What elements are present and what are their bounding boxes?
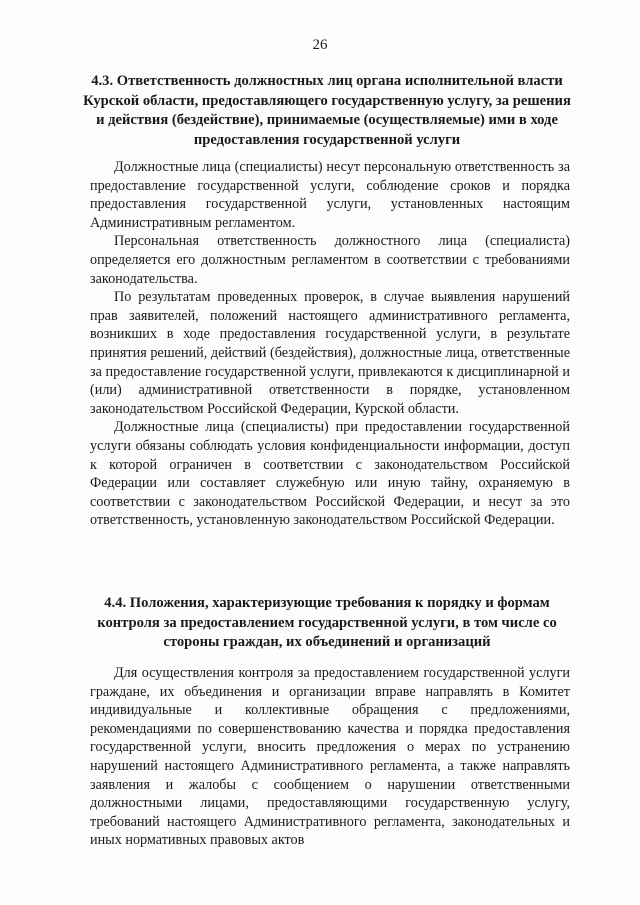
paragraph: По результатам проведенных проверок, в случае выявления нарушений прав заявителей, положений настоящего административного регламента, возникших в ходе предоставления государственной услуги, в результате принятия решений, действий (бездействия), должностные лица, ответственные за предоставление государственной услуги, привлекаются к дисциплинарной и (или) административной ответственности в порядке, установленном законодательством Российской Федерации, Курской области. xyxy=(90,289,570,417)
section-4-3-body xyxy=(90,158,570,530)
section-4-4-body xyxy=(90,664,570,850)
section-4-3-heading: 4.3. Ответственность должностных лиц органа исполнительной власти Курской области, предоставляющего государственную услугу, за решения и действия (бездействие), принимаемые (осуществляемые) ими в ходе предоставления государственной услуги xyxy=(83,73,571,148)
paragraph: Персональная ответственность должностного лица (специалиста) определяется его должностным регламентом в соответствии с требованиями законодательства. xyxy=(90,233,570,287)
paragraph: Для осуществления контроля за предоставлением государственной услуги граждане, их объединения и организации вправе направлять в Комитет индивидуальные и коллективные обращения с предложениями, рекомендациями по совершенствованию качества и порядка предоставления государственной услуги, вносить предложения о мерах по устранению нарушений настоящего Административного регламента, а также направлять заявления и жалобы с сообщением о нарушении ответственными должностными лицами, предоставляющими государственную услугу, требований настоящего Административного регламента, законодательных и иных нормативных правовых актов xyxy=(90,665,570,849)
page-number: 26 xyxy=(312,37,328,53)
section-4-4-heading: 4.4. Положения, характеризующие требования к порядку и формам контроля за предоставлением государственной услуги, в том числе со стороны граждан, их объединений и организаций xyxy=(97,595,557,650)
paragraph: Должностные лица (специалисты) при предоставлении государственной услуги обязаны соблюдать условия конфиденциальности информации, доступ к которой ограничен в соответствии с законодательством Российской Федерации или составляет служебную или иную тайну, охраняемую в соответствии с законодательством Российской Федерации, и несут за это ответственность, установленную законодательством Российской Федерации. xyxy=(90,419,570,529)
paragraph: Должностные лица (специалисты) несут персональную ответственность за предоставление государственной услуги, соблюдение сроков и порядка предоставления государственной услуги, установленных настоящим Административным регламентом. xyxy=(90,159,570,231)
